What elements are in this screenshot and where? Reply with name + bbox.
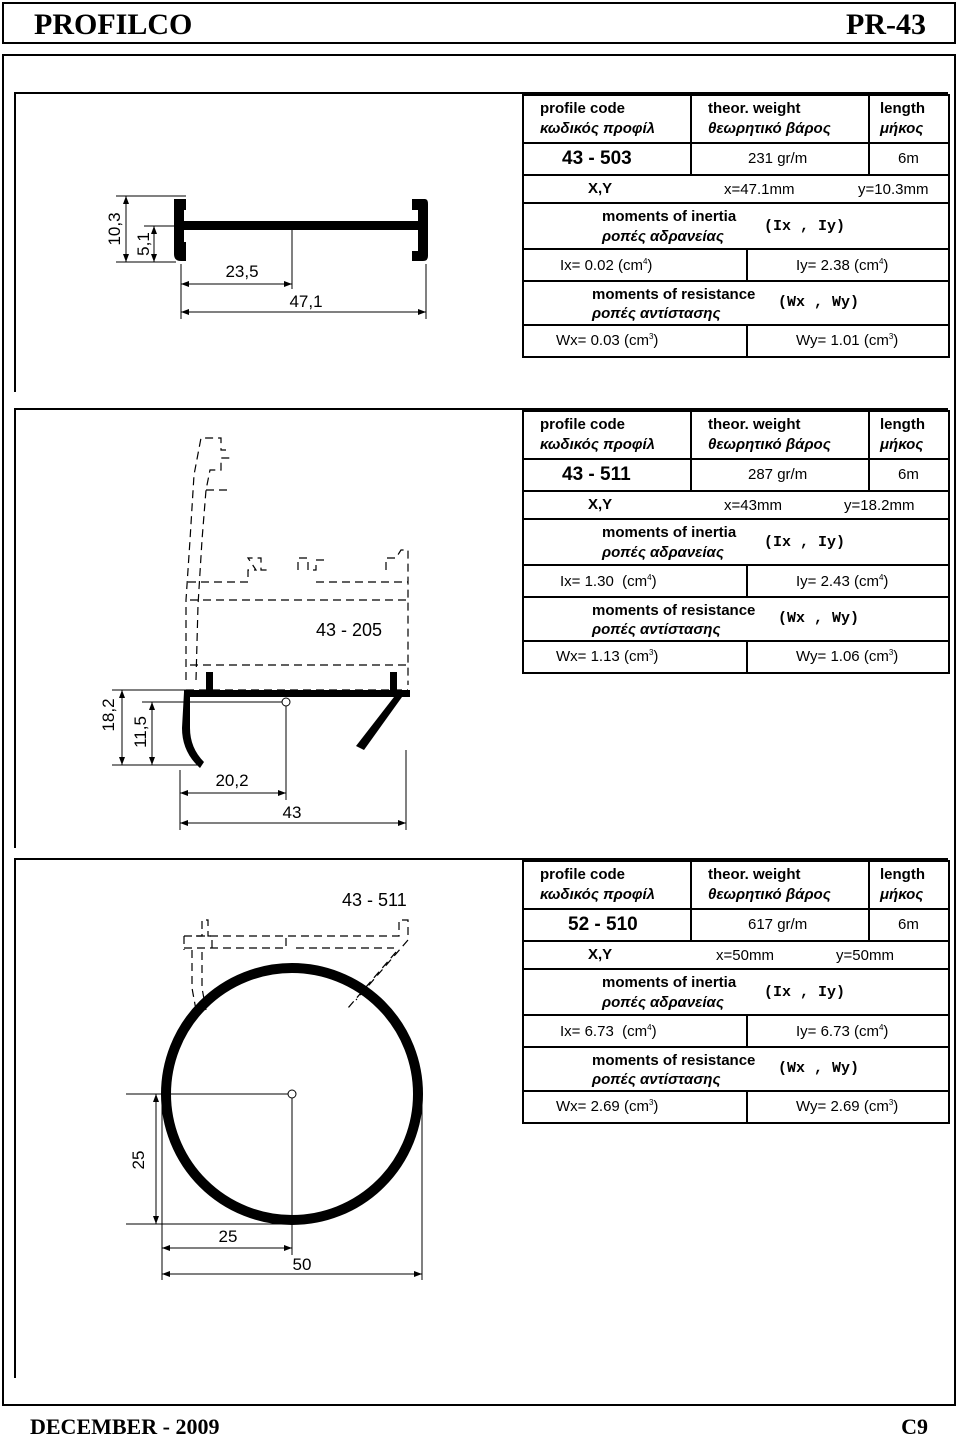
centroid-x: x=47.1mm <box>724 181 795 198</box>
profile-table-1 <box>522 94 950 358</box>
brand-name: PROFILCO <box>34 8 193 41</box>
reference-profile-outline <box>186 438 408 690</box>
label-profile-code-gr: κωδικός προφίλ <box>540 436 655 453</box>
dim-height-total: 10,3 <box>105 212 124 246</box>
table-value-row <box>524 144 948 176</box>
label-resistance-gr: ροπές αντίστασης <box>592 305 721 322</box>
unit-cm: (cm <box>623 332 649 349</box>
label-resistance-symbol: (Wx , Wy) <box>778 1060 860 1077</box>
table-resistance-value-row <box>524 1092 948 1122</box>
label-inertia-symbol: (Ix , Iy) <box>764 984 846 1001</box>
table-resistance-value-row <box>524 326 948 356</box>
label-profile-code: profile code <box>540 416 626 433</box>
label-length-gr: μήκος <box>880 120 924 137</box>
unit-close: ) <box>893 648 899 665</box>
table-inertia-value-row <box>524 566 948 598</box>
dim-width-total: 43 <box>282 803 302 822</box>
label-xy: X,Y <box>588 496 613 513</box>
label-inertia-gr: ροπές αδρανείας <box>602 994 724 1011</box>
profile-panel-1 <box>14 92 948 392</box>
dim-radius-horizontal: 25 <box>218 1227 238 1246</box>
unit-cm: (cm <box>863 648 889 665</box>
dim-radius-vertical: 25 <box>129 1150 148 1170</box>
label-weight: theor. weight <box>708 416 801 433</box>
label-profile-code-gr: κωδικός προφίλ <box>540 120 655 137</box>
dim-width-half: 20,2 <box>215 771 249 790</box>
centroid-x: x=50mm <box>716 947 774 964</box>
inertia-x: Ix= 1.30 <box>560 573 614 590</box>
unit-exp: 3 <box>648 648 654 657</box>
profile-drawing-43-511 <box>16 410 526 840</box>
inertia-x: Ix= 0.02 <box>560 257 614 274</box>
table-inertia-label-row <box>524 520 948 566</box>
unit-exp: 4 <box>647 1023 652 1032</box>
dim-width-half: 23,5 <box>225 262 259 281</box>
label-profile-code-gr: κωδικός προφίλ <box>540 886 655 903</box>
dim-height-total: 18,2 <box>99 698 118 732</box>
label-resistance: moments of resistance <box>592 1052 756 1069</box>
table-header-row <box>524 412 948 460</box>
table-resistance-label-row <box>524 282 948 326</box>
centroid-y: y=18.2mm <box>844 497 915 514</box>
resistance-x: Wx= 2.69 <box>556 1098 620 1115</box>
table-inertia-label-row <box>524 204 948 250</box>
unit-exp: 3 <box>888 648 894 657</box>
page-number: C9 <box>901 1414 928 1439</box>
profile-table-2 <box>522 410 950 674</box>
inertia-y: Iy= 2.38 <box>796 257 850 274</box>
profile-shape <box>182 672 410 768</box>
unit-close: ) <box>653 1098 659 1115</box>
profile-drawing-52-510 <box>16 860 526 1290</box>
unit-exp: 3 <box>888 332 894 341</box>
table-header-row <box>524 862 948 910</box>
label-weight-gr: θεωρητικό βάρος <box>708 436 831 453</box>
dim-height-partial: 5,1 <box>134 232 153 256</box>
unit-cm: (cm <box>853 1023 879 1040</box>
dim-height-partial: 11,5 <box>131 716 150 748</box>
unit-close: ) <box>883 1023 889 1040</box>
profile-drawing-43-503 <box>16 94 526 374</box>
profile-code: 52 - 510 <box>568 914 638 935</box>
label-inertia: moments of inertia <box>602 974 737 991</box>
label-resistance: moments of resistance <box>592 602 756 619</box>
reference-profile-label: 43 - 511 <box>342 890 407 910</box>
unit-close: ) <box>883 573 889 590</box>
label-xy: X,Y <box>588 946 613 963</box>
label-resistance-symbol: (Wx , Wy) <box>778 610 860 627</box>
dim-width-total: 47,1 <box>289 292 323 311</box>
unit-exp: 3 <box>888 1098 894 1107</box>
label-weight-gr: θεωρητικό βάρος <box>708 886 831 903</box>
label-resistance-symbol: (Wx , Wy) <box>778 294 860 311</box>
label-inertia-symbol: (Ix , Iy) <box>764 218 846 235</box>
table-resistance-label-row <box>524 598 948 642</box>
page-header <box>2 2 956 44</box>
centroid-y: y=50mm <box>836 947 894 964</box>
profile-panel-3 <box>14 858 948 1378</box>
label-weight-gr: θεωρητικό βάρος <box>708 120 831 137</box>
table-xy-row <box>524 492 948 520</box>
unit-cm: (cm <box>623 1098 649 1115</box>
unit-cm: (cm <box>617 257 643 274</box>
label-profile-code: profile code <box>540 100 626 117</box>
unit-cm: (cm <box>853 257 879 274</box>
unit-close: ) <box>893 1098 899 1115</box>
label-weight: theor. weight <box>708 866 801 883</box>
table-value-row <box>524 460 948 492</box>
table-inertia-value-row <box>524 250 948 282</box>
table-value-row <box>524 910 948 942</box>
unit-close: ) <box>893 332 899 349</box>
label-profile-code: profile code <box>540 866 626 883</box>
unit-close: ) <box>653 648 659 665</box>
catalog-code: PR-43 <box>846 8 926 41</box>
unit-close: ) <box>883 257 889 274</box>
unit-exp: 3 <box>648 1098 654 1107</box>
unit-cm: (cm <box>853 573 879 590</box>
dimension-arrows <box>119 690 406 826</box>
unit-close: ) <box>651 1023 657 1040</box>
unit-close: ) <box>651 573 657 590</box>
resistance-x: Wx= 0.03 <box>556 332 620 349</box>
table-header-row <box>524 96 948 144</box>
label-length: length <box>880 416 925 433</box>
label-resistance: moments of resistance <box>592 286 756 303</box>
dim-diameter: 50 <box>292 1255 312 1274</box>
table-xy-row <box>524 176 948 204</box>
profile-code: 43 - 511 <box>562 464 631 485</box>
profile-weight: 287 gr/m <box>748 466 808 483</box>
centroid-marker <box>282 698 290 706</box>
unit-exp: 4 <box>878 257 884 266</box>
unit-cm: (cm <box>622 1023 648 1040</box>
unit-cm: (cm <box>863 1098 889 1115</box>
dimension-lines <box>116 196 426 319</box>
footer-date: DECEMBER - 2009 <box>30 1414 220 1439</box>
centroid-x: x=43mm <box>724 497 782 514</box>
unit-exp: 4 <box>642 257 648 266</box>
table-inertia-label-row <box>524 970 948 1016</box>
label-inertia-gr: ροπές αδρανείας <box>602 228 724 245</box>
profile-shape <box>174 199 428 261</box>
resistance-y: Wy= 1.01 <box>796 332 860 349</box>
label-resistance-gr: ροπές αντίστασης <box>592 1071 721 1088</box>
resistance-y: Wy= 1.06 <box>796 648 860 665</box>
table-resistance-label-row <box>524 1048 948 1092</box>
unit-cm: (cm <box>622 573 648 590</box>
unit-exp: 3 <box>648 332 654 341</box>
label-length: length <box>880 100 925 117</box>
centroid-marker <box>288 1090 296 1098</box>
profile-length: 6m <box>898 150 919 167</box>
table-xy-row <box>524 942 948 970</box>
dimension-lines <box>112 690 406 830</box>
label-weight: theor. weight <box>708 100 801 117</box>
label-resistance-gr: ροπές αντίστασης <box>592 621 721 638</box>
resistance-y: Wy= 2.69 <box>796 1098 860 1115</box>
table-inertia-value-row <box>524 1016 948 1048</box>
unit-cm: (cm <box>863 332 889 349</box>
unit-exp: 4 <box>878 1023 884 1032</box>
unit-close: ) <box>647 257 653 274</box>
dimension-arrows <box>123 196 426 315</box>
centroid-y: y=10.3mm <box>858 181 929 198</box>
profile-panel-2 <box>14 408 948 848</box>
label-inertia: moments of inertia <box>602 524 737 541</box>
label-inertia: moments of inertia <box>602 208 737 225</box>
profile-weight: 617 gr/m <box>748 916 808 933</box>
profile-weight: 231 gr/m <box>748 150 808 167</box>
profile-length: 6m <box>898 916 919 933</box>
inertia-x: Ix= 6.73 <box>560 1023 614 1040</box>
unit-exp: 4 <box>647 573 652 582</box>
label-inertia-symbol: (Ix , Iy) <box>764 534 846 551</box>
label-length-gr: μήκος <box>880 886 924 903</box>
unit-cm: (cm <box>623 648 649 665</box>
profile-table-3 <box>522 860 950 1124</box>
inertia-y: Iy= 6.73 <box>796 1023 850 1040</box>
profile-length: 6m <box>898 466 919 483</box>
label-length: length <box>880 866 925 883</box>
inertia-y: Iy= 2.43 <box>796 573 850 590</box>
table-resistance-value-row <box>524 642 948 672</box>
reference-profile-label: 43 - 205 <box>316 620 383 640</box>
unit-close: ) <box>653 332 659 349</box>
label-length-gr: μήκος <box>880 436 924 453</box>
label-inertia-gr: ροπές αδρανείας <box>602 544 724 561</box>
resistance-x: Wx= 1.13 <box>556 648 620 665</box>
unit-exp: 4 <box>878 573 884 582</box>
label-xy: X,Y <box>588 180 613 197</box>
profile-code: 43 - 503 <box>562 148 632 169</box>
